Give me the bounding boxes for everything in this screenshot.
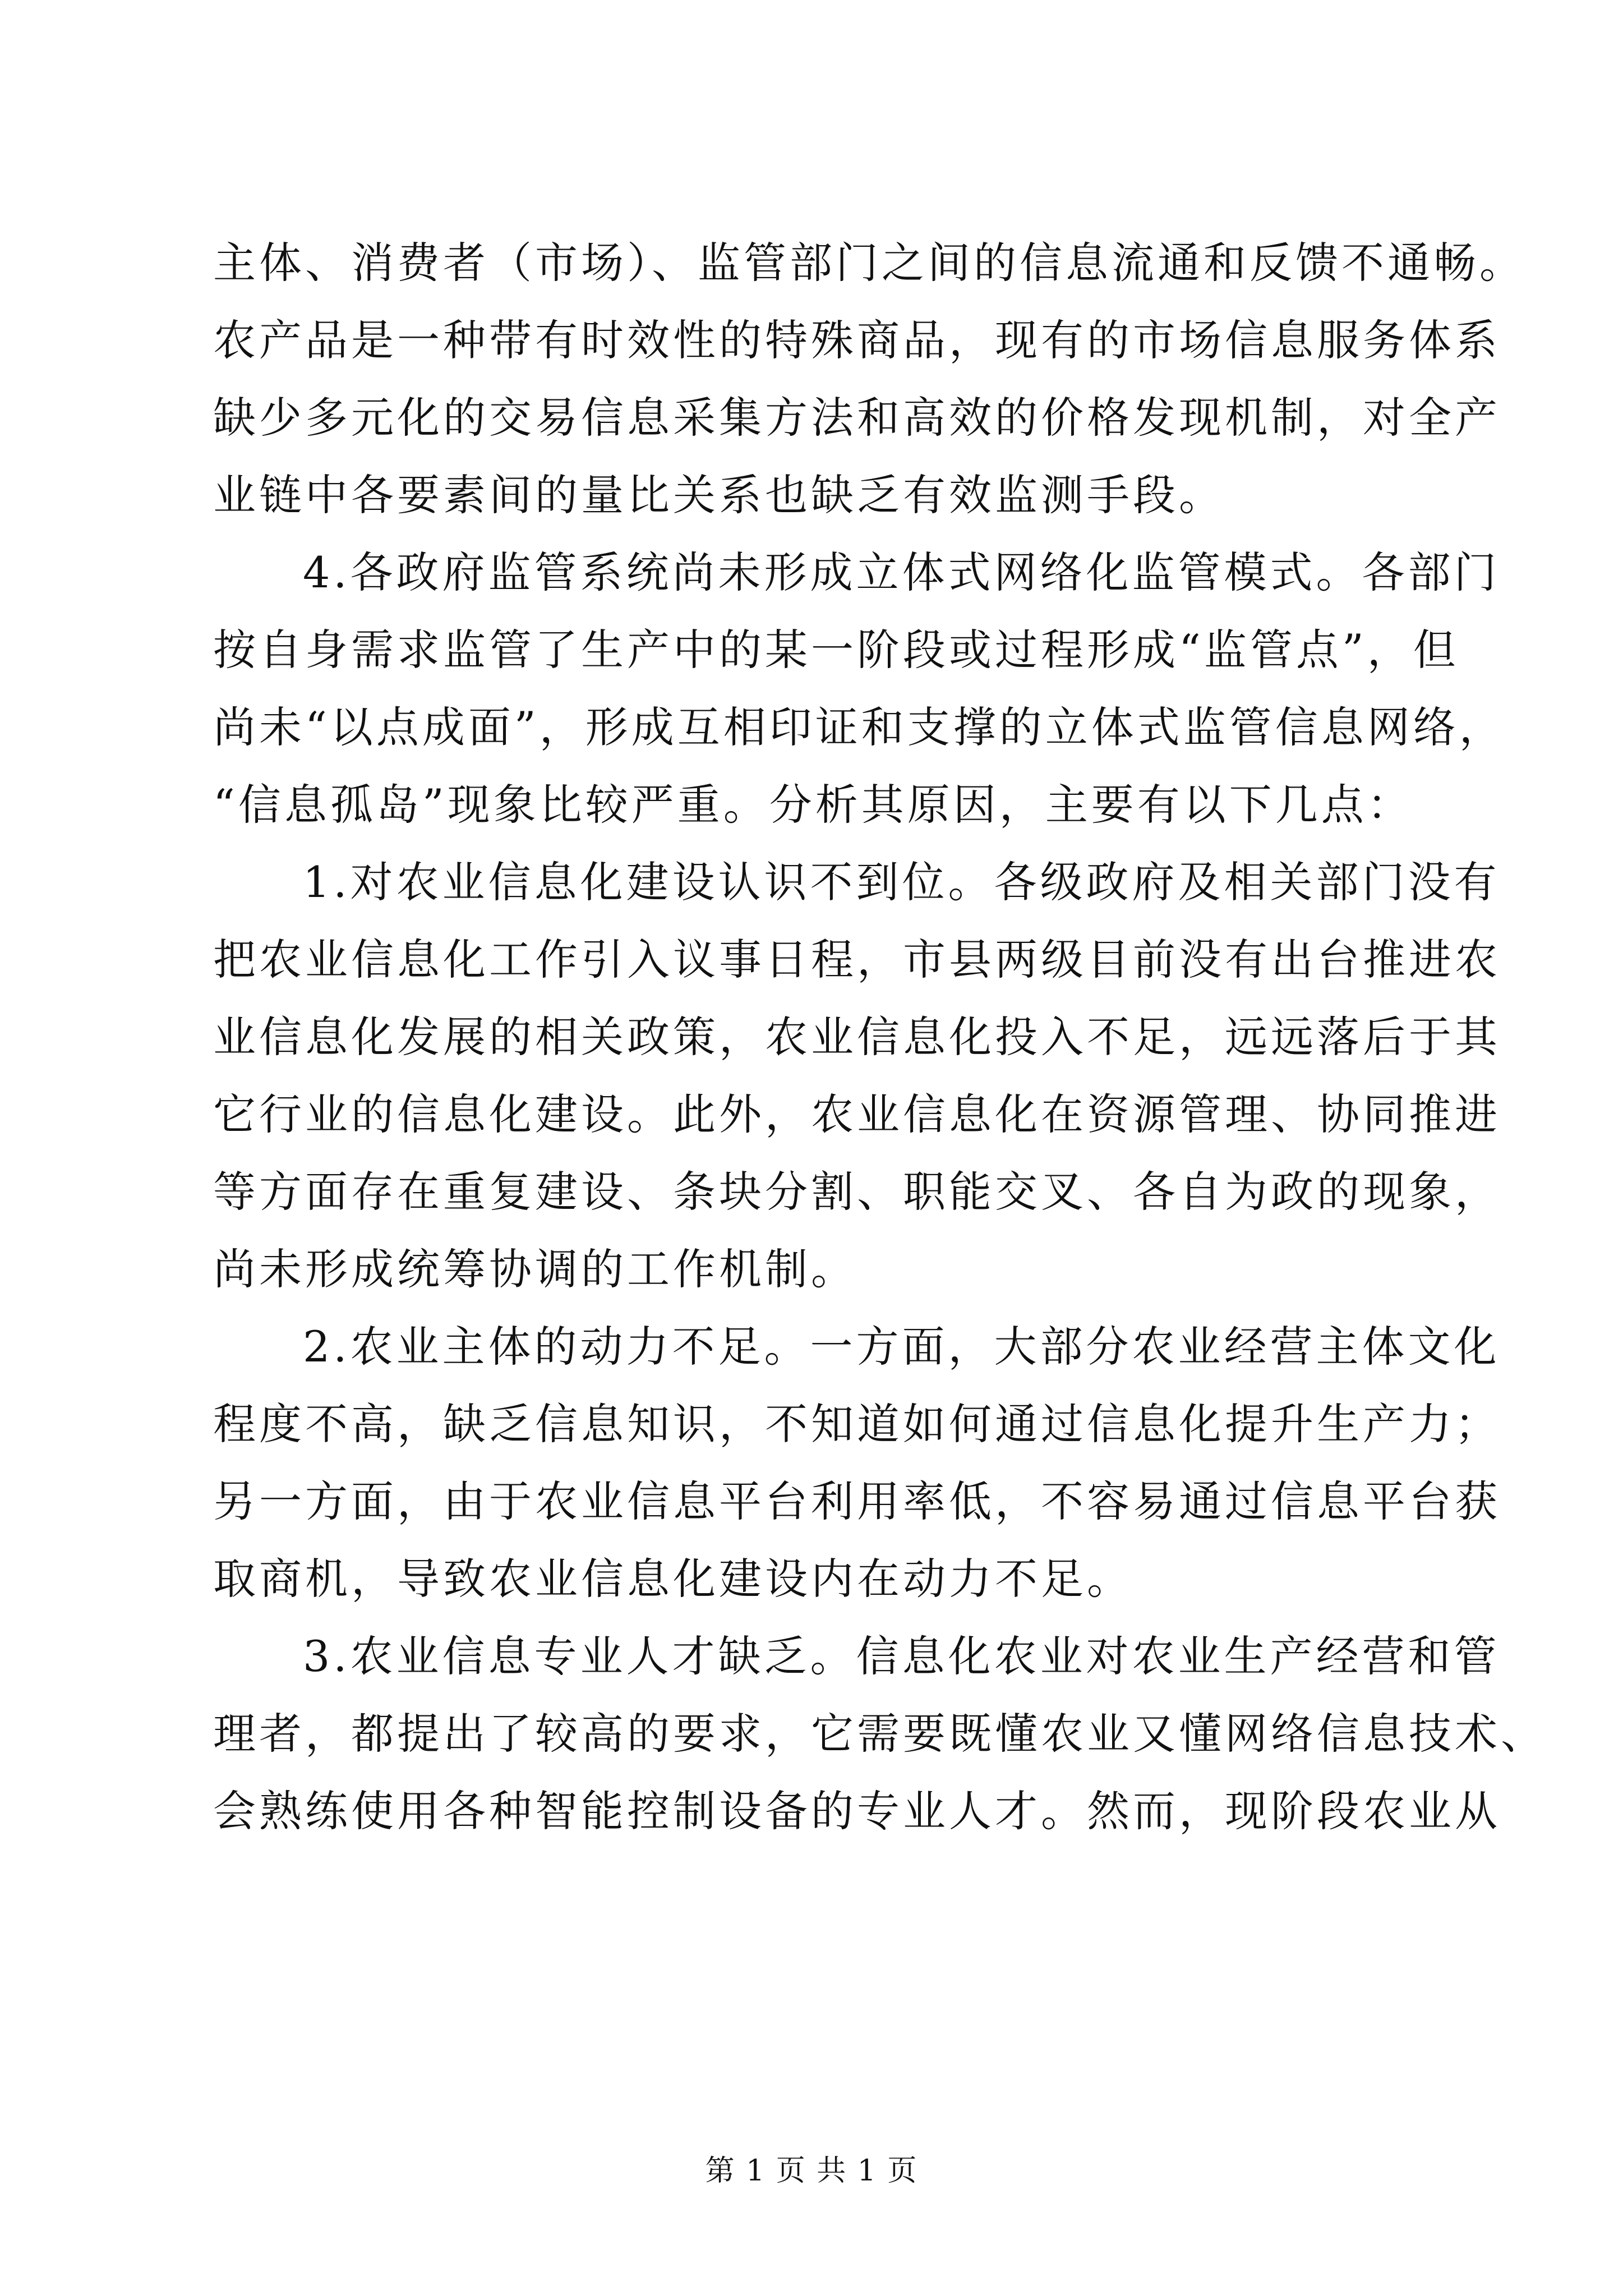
text-line: 1.对农业信息化建设认识不到位。各级政府及相关部门没有 <box>303 857 1500 907</box>
text-line: 把农业信息化工作引入议事日程，市县两级目前没有出台推进农 <box>213 935 1501 984</box>
text-line: 业信息化发展的相关政策，农业信息化投入不足，远远落后于其 <box>213 1012 1501 1062</box>
text-line: 缺少多元化的交易信息采集方法和高效的价格发现机制，对全产 <box>213 393 1501 443</box>
text-line: 等方面存在重复建设、条块分割、职能交叉、各自为政的现象， <box>213 1167 1501 1217</box>
text-line: 另一方面，由于农业信息平台利用率低，不容易通过信息平台获 <box>213 1476 1501 1526</box>
paragraph-3 <box>213 844 1501 1308</box>
paragraph-2 <box>213 534 1505 844</box>
text-line: 理者，都提出了较高的要求，它需要既懂农业又懂网络信息技术、 <box>213 1709 1547 1759</box>
text-line: “信息孤岛”现象比较严重。分析其原因，主要有以下几点： <box>213 780 1413 830</box>
text-line: 程度不高，缺乏信息知识，不知道如何通过信息化提升生产力； <box>213 1399 1501 1449</box>
paragraph-5 <box>213 1618 1547 1850</box>
text-line: 它行业的信息化建设。此外，农业信息化在资源管理、协同推进 <box>213 1089 1501 1139</box>
text-line: 业链中各要素间的量比关系也缺乏有效监测手段。 <box>213 470 1225 520</box>
document-body <box>213 224 1547 1850</box>
text-line: 尚未形成统筹协调的工作机制。 <box>213 1244 857 1294</box>
text-line: 2.农业主体的动力不足。一方面，大部分农业经营主体文化 <box>303 1322 1500 1372</box>
text-line: 按自身需求监管了生产中的某一阶段或过程形成“监管点”，但 <box>213 625 1459 675</box>
paragraph-1 <box>213 224 1525 534</box>
paragraph-4 <box>213 1308 1501 1618</box>
text-line: 主体、消费者（市场）、监管部门之间的信息流通和反馈不通畅。 <box>213 238 1525 288</box>
text-line: 3.农业信息专业人才缺乏。信息化农业对农业生产经营和管 <box>303 1631 1500 1681</box>
text-line: 取商机，导致农业信息化建设内在动力不足。 <box>213 1554 1133 1604</box>
text-line: 会熟练使用各种智能控制设备的专业人才。然而，现阶段农业从 <box>213 1786 1501 1836</box>
text-line: 尚未“以点成面”，形成互相印证和支撑的立体式监管信息网络， <box>213 702 1505 752</box>
page-number-footer: 第 1 页 共 1 页 <box>705 2154 918 2188</box>
text-line: 4.各政府监管系统尚未形成立体式网络化监管模式。各部门 <box>303 547 1500 597</box>
text-line: 农产品是一种带有时效性的特殊商品，现有的市场信息服务体系 <box>213 315 1501 365</box>
